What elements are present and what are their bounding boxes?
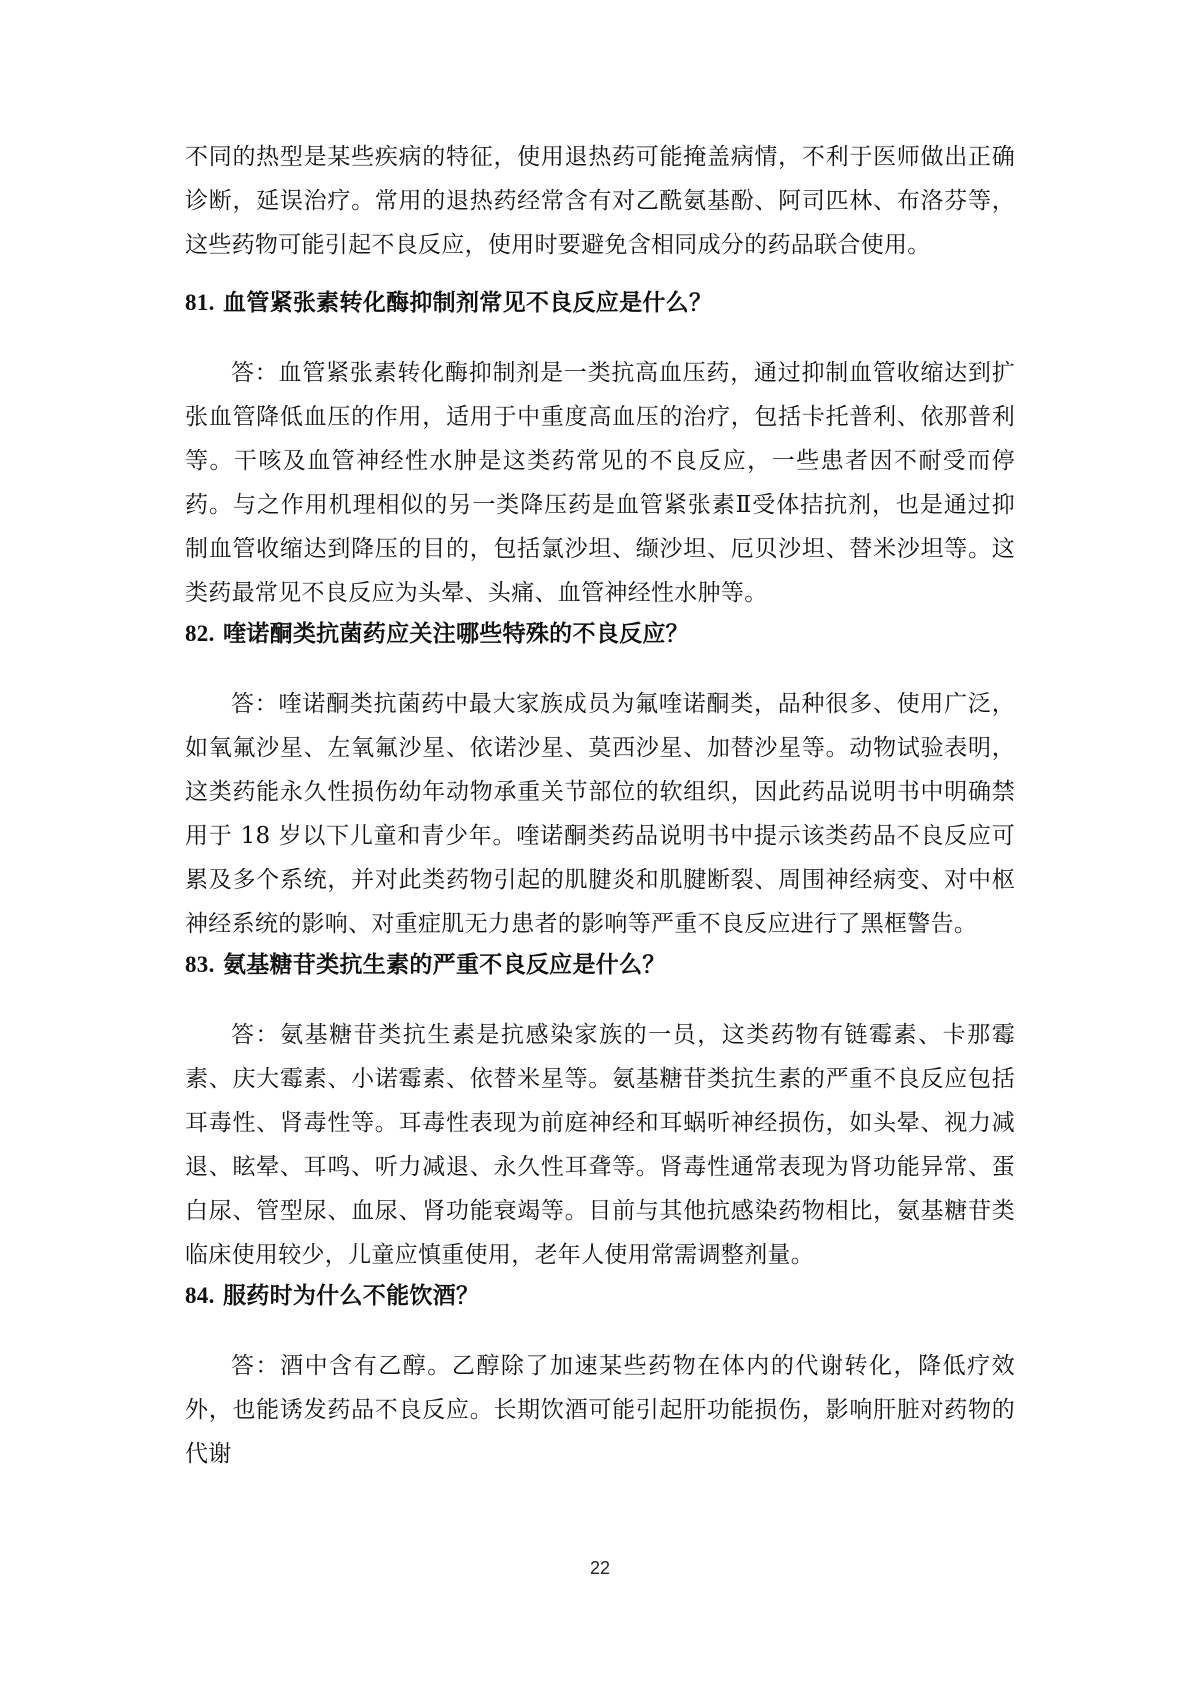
intro-paragraph: 不同的热型是某些疾病的特征，使用退热药可能掩盖病情，不利于医师做出正确诊断，延误治疗。常用的退热药经常含有对乙酰氨基酚、阿司匹林、布洛芬等，这些药物可能引起不良反应，使用时要避免含相同成分的药品联合使用。 (185, 144, 1015, 258)
page-number: 22 (589, 1558, 611, 1578)
intro-section (185, 135, 1015, 267)
question-84-heading (185, 1274, 1015, 1318)
question-81-title: 血管紧张素转化酶抑制剂常见不良反应是什么？ (222, 289, 713, 316)
document-page (185, 0, 1015, 1697)
answer-82 (185, 682, 1015, 946)
answer-81 (185, 351, 1015, 615)
question-84 (185, 1274, 1015, 1318)
question-83 (185, 943, 1015, 987)
question-82-heading (185, 612, 1015, 656)
answer-84 (185, 1344, 1015, 1476)
question-81-heading (185, 281, 1015, 325)
answer-83 (185, 1013, 1015, 1277)
question-84-title: 服药时为什么不能饮酒？ (222, 1282, 480, 1309)
question-82-number: 82. (185, 621, 215, 646)
answer-84-text: 答：酒中含有乙醇。乙醇除了加速某些药物在体内的代谢转化，降低疗效外，也能诱发药品不良反应。长期饮酒可能引起肝功能损伤，影响肝脏对药物的代谢 (185, 1353, 1015, 1467)
question-83-number: 83. (185, 952, 215, 977)
answer-83-text: 答：氨基糖苷类抗生素是抗感染家族的一员，这类药物有链霉素、卡那霉素、庆大霉素、小诺霉素、依替米星等。氨基糖苷类抗生素的严重不良反应包括耳毒性、肾毒性等。耳毒性表现为前庭神经和耳蜗听神经损伤，如头晕、视力减退、眩晕、耳鸣、听力减退、永久性耳聋等。肾毒性通常表现为肾功能异常、蛋白尿、管型尿、血尿、肾功能衰竭等。目前与其他抗感染药物相比，氨基糖苷类临床使用较少，儿童应慎重使用，老年人使用常需调整剂量。 (185, 1022, 1015, 1268)
question-81 (185, 281, 1015, 325)
answer-81-text: 答：血管紧张素转化酶抑制剂是一类抗高血压药，通过抑制血管收缩达到扩张血管降低血压的作用，适用于中重度高血压的治疗，包括卡托普利、依那普利等。干咳及血管神经性水肿是这类药常见的不良反应，一些患者因不耐受而停药。与之作用机理相似的另一类降压药是血管紧张素Ⅱ受体拮抗剂，也是通过抑制血管收缩达到降压的目的，包括氯沙坦、缬沙坦、厄贝沙坦、替米沙坦等。这类药最常见不良反应为头晕、头痛、血管神经性水肿等。 (185, 360, 1015, 606)
question-82-title: 喹诺酮类抗菌药应关注哪些特殊的不良反应？ (222, 620, 689, 647)
question-84-number: 84. (185, 1283, 215, 1308)
question-81-number: 81. (185, 290, 215, 315)
question-82 (185, 612, 1015, 656)
question-83-heading (185, 943, 1015, 987)
question-83-title: 氨基糖苷类抗生素的严重不良反应是什么？ (222, 951, 666, 978)
answer-82-text: 答：喹诺酮类抗菌药中最大家族成员为氟喹诺酮类，品种很多、使用广泛，如氧氟沙星、左氧氟沙星、依诺沙星、莫西沙星、加替沙星等。动物试验表明，这类药能永久性损伤幼年动物承重关节部位的软组织，因此药品说明书中明确禁用于 18 岁以下儿童和青少年。喹诺酮类药品说明书中提示该类药品不良反应可累及多个系统，并对此类药物引起的肌腱炎和肌腱断裂、周围神经病变、对中枢神经系统的影响、对重症肌无力患者的影响等严重不良反应进行了黑框警告。 (185, 691, 1015, 937)
